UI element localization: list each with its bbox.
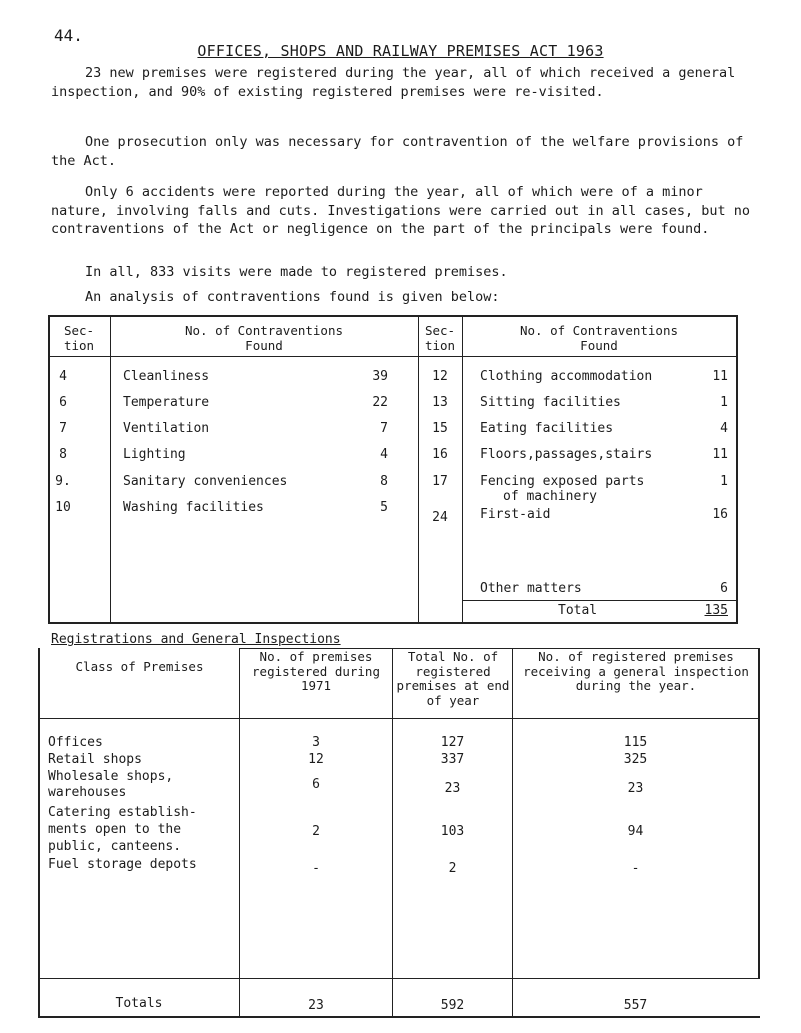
section-number: 8 xyxy=(59,447,67,462)
paragraph-accidents xyxy=(51,183,761,239)
total-label: Total xyxy=(558,603,598,618)
contravention-item-continued: of machinery xyxy=(503,489,597,504)
totals-registered: 23 xyxy=(308,998,324,1013)
registered-value: 3 xyxy=(312,735,320,750)
paragraph-visits xyxy=(51,263,761,282)
header-registered: No. of premises registered during 1971 xyxy=(252,649,380,693)
page-heading: OFFICES, SHOPS AND RAILWAY PREMISES ACT 1963 xyxy=(197,42,604,60)
paragraph-text: received a general inspection, and 90% of existing registered premises were re-visited. xyxy=(51,65,736,100)
contravention-item: Washing facilities xyxy=(123,500,264,515)
contravention-count: 22 xyxy=(372,395,388,410)
section-number: 16 xyxy=(432,447,448,462)
section-number: 6 xyxy=(59,395,67,410)
premises-class-continued: public, canteens. xyxy=(48,839,182,854)
section-number: 7 xyxy=(59,421,67,436)
page-number: 44. xyxy=(54,26,83,45)
contravention-item: Fencing exposed parts xyxy=(480,474,645,489)
totals-label: Totals xyxy=(115,996,163,1011)
contravention-count: 11 xyxy=(712,447,728,462)
contravention-item: Other matters xyxy=(480,581,582,596)
contravention-count: 16 xyxy=(712,507,728,522)
total-value: 2 xyxy=(448,861,457,876)
contravention-item: Floors,passages,stairs xyxy=(480,447,653,462)
paragraph-text: welfare provisions of the Act. xyxy=(51,134,744,169)
inspected-value: 325 xyxy=(623,752,648,767)
contravention-count: 4 xyxy=(380,447,388,462)
paragraph-text: of a minor nature, involving falls and cuts. Investigations were carried out in all cases, but no contraventions of the Act or negligence on the part of the principals were found. xyxy=(51,184,750,237)
contravention-count: 1 xyxy=(720,474,728,489)
totals-total: 592 xyxy=(440,998,465,1013)
registered-value: 2 xyxy=(312,824,320,839)
registered-value: 12 xyxy=(308,752,324,767)
contravention-item: Sitting facilities xyxy=(480,395,621,410)
section-number: 13 xyxy=(432,395,448,410)
premises-class-continued: ments open to the xyxy=(48,822,182,837)
section-number: 4 xyxy=(59,369,67,384)
total-value: 23 xyxy=(444,781,461,796)
total-value: 127 xyxy=(440,735,465,750)
section-number: 24 xyxy=(432,510,448,525)
section-title: Registrations and General Inspections xyxy=(51,632,341,647)
premises-class: Retail shops xyxy=(48,752,142,767)
inspected-value: 23 xyxy=(627,781,644,796)
paragraph-new-premises xyxy=(51,64,761,101)
total-value: 103 xyxy=(440,824,465,839)
paragraph-line: Only 6 accidents were reported during the year, all of which were xyxy=(85,184,614,200)
header-section-left: Sec- tion xyxy=(63,323,95,353)
contravention-item: Cleanliness xyxy=(123,369,210,384)
contravention-item: Temperature xyxy=(123,395,210,410)
section-number: 10 xyxy=(55,500,71,515)
premises-class: Catering establish- xyxy=(48,805,197,820)
premises-class: Wholesale shops, xyxy=(48,769,174,784)
header-section-right: Sec- tion xyxy=(424,323,456,353)
contravention-count: 1 xyxy=(720,395,728,410)
contravention-count: 4 xyxy=(720,421,728,436)
paragraph-line: In all, 833 visits were made to registered premises. xyxy=(85,264,508,280)
contraventions-table xyxy=(48,315,738,623)
header-found-left: No. of Contraventions Found xyxy=(184,323,344,353)
contravention-item: Eating facilities xyxy=(480,421,614,436)
contravention-count: 11 xyxy=(712,369,728,384)
section-number: 15 xyxy=(432,421,448,436)
header-class: Class of Premises xyxy=(75,659,204,674)
contravention-count: 6 xyxy=(720,581,728,596)
contravention-item: Ventilation xyxy=(123,421,210,436)
paragraph-line: An analysis of contraventions found is given below: xyxy=(85,289,500,305)
inspected-value: 94 xyxy=(627,824,644,839)
section-number: 12 xyxy=(432,369,448,384)
contravention-count: 5 xyxy=(380,500,388,515)
inspected-value: - xyxy=(631,861,640,876)
paragraph-analysis-intro xyxy=(51,288,761,307)
section-number: 9. xyxy=(55,474,71,489)
paragraph-prosecution xyxy=(51,133,761,170)
contravention-item: First-aid xyxy=(480,507,551,522)
contravention-count: 8 xyxy=(380,474,388,489)
header-total: Total No. of registered premises at end of year xyxy=(396,649,510,708)
contravention-count: 7 xyxy=(380,421,388,436)
premises-class: Fuel storage depots xyxy=(48,857,197,872)
total-value: 135 xyxy=(704,603,728,618)
registrations-table xyxy=(38,648,760,1018)
header-found-right: No. of Contraventions Found xyxy=(519,323,679,353)
header-inspected: No. of registered premises receiving a general inspection during the year. xyxy=(523,649,749,693)
inspected-value: 115 xyxy=(623,735,648,750)
paragraph-line: 23 new premises were registered during the year, all of which xyxy=(85,65,581,81)
registered-value: - xyxy=(312,861,320,876)
total-value: 337 xyxy=(440,752,465,767)
contravention-item: Sanitary conveniences xyxy=(123,474,288,489)
contravention-count: 39 xyxy=(372,369,388,384)
paragraph-line: One prosecution only was necessary for contravention of the xyxy=(85,134,565,150)
section-number: 17 xyxy=(432,474,448,489)
registered-value: 6 xyxy=(312,777,320,792)
premises-class-continued: warehouses xyxy=(48,785,127,800)
totals-inspected: 557 xyxy=(623,998,648,1013)
contravention-item: Clothing accommodation xyxy=(480,369,653,384)
premises-class: Offices xyxy=(48,735,103,750)
contravention-item: Lighting xyxy=(123,447,186,462)
